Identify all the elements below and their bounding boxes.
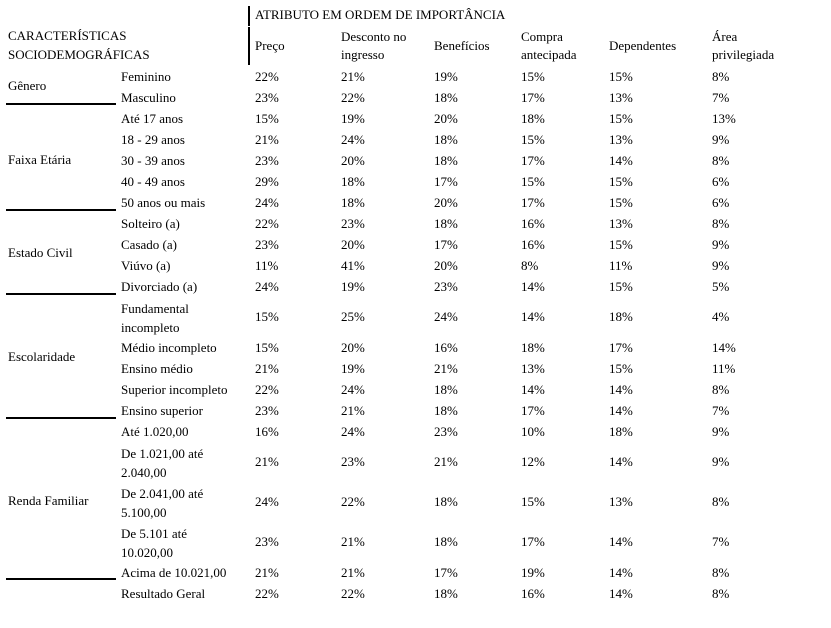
table-cell: 9% — [712, 237, 730, 252]
table-cell: 23% — [434, 424, 458, 439]
row-label: Ensino superior — [121, 403, 203, 418]
column-header-6: Área — [712, 29, 738, 44]
group-label: Renda Familiar — [8, 493, 89, 508]
table-cell: 9% — [712, 454, 730, 469]
table-cell: 21% — [255, 565, 279, 580]
table-cell: 8% — [712, 565, 730, 580]
row-label: Casado (a) — [121, 237, 177, 252]
table-cell: 14% — [609, 153, 633, 168]
table-cell: 15% — [521, 132, 545, 147]
table-cell: 23% — [255, 534, 279, 549]
table-cell: 7% — [712, 403, 730, 418]
column-header-3: Benefícios — [434, 38, 490, 53]
row-label: Divorciado (a) — [121, 279, 198, 294]
table-cell: 14% — [609, 403, 633, 418]
table-cell: 13% — [609, 132, 633, 147]
row-label: Viúvo (a) — [121, 258, 171, 273]
row-label: Masculino — [121, 90, 176, 105]
group-separator — [6, 417, 116, 419]
row-label: De 2.041,00 até 5.100,00 — [121, 486, 204, 520]
table-cell: 8% — [712, 216, 730, 231]
group-label: Escolaridade — [8, 349, 76, 364]
table-cell: 20% — [341, 237, 365, 252]
table-cell: 13% — [609, 494, 633, 509]
group-label: Faixa Etária — [8, 152, 72, 167]
table-cell: 24% — [255, 195, 279, 210]
table-cell: 18% — [521, 340, 545, 355]
total-cell: 22% — [341, 586, 365, 601]
row-label: Até 1.020,00 — [121, 424, 189, 439]
table-cell: 14% — [609, 565, 633, 580]
row-label: Médio incompleto — [121, 340, 217, 355]
table-cell: 8% — [712, 494, 730, 509]
table-cell: 20% — [434, 195, 458, 210]
table-cell: 18% — [434, 132, 458, 147]
table-cell: 18% — [521, 111, 545, 126]
group-separator — [6, 103, 116, 105]
row-label: Superior incompleto — [121, 382, 228, 397]
table-cell: 5% — [712, 279, 730, 294]
table-cell: 15% — [255, 340, 279, 355]
row-label: Feminino — [121, 69, 171, 84]
table-cell: 16% — [434, 340, 458, 355]
row-label: 50 anos ou mais — [121, 195, 206, 210]
header-divider-top — [248, 6, 250, 26]
table-cell: 23% — [255, 153, 279, 168]
table-cell: 15% — [609, 69, 633, 84]
table-cell: 14% — [609, 534, 633, 549]
table-cell: 7% — [712, 90, 730, 105]
table-cell: 18% — [434, 403, 458, 418]
table-cell: 12% — [521, 454, 545, 469]
table-cell: 14% — [521, 279, 545, 294]
row-label: Até 17 anos — [121, 111, 184, 126]
table-cell: 4% — [712, 309, 730, 324]
table-cell: 18% — [434, 216, 458, 231]
table-cell: 24% — [255, 494, 279, 509]
table-cell: 18% — [434, 534, 458, 549]
table-cell: 23% — [341, 216, 365, 231]
table-cell: 18% — [609, 309, 633, 324]
table-cell: 15% — [609, 279, 633, 294]
table-cell: 19% — [521, 565, 545, 580]
table-cell: 9% — [712, 258, 730, 273]
column-header-6-line2: privilegiada — [712, 47, 775, 62]
row-label: Solteiro (a) — [121, 216, 180, 231]
row-label: De 1.021,00 até 2.040,00 — [121, 446, 204, 480]
table-cell: 17% — [521, 90, 545, 105]
table-cell: 9% — [712, 132, 730, 147]
table-cell: 15% — [255, 309, 279, 324]
table-cell: 6% — [712, 174, 730, 189]
table-cell: 21% — [434, 454, 458, 469]
table-cell: 13% — [521, 361, 545, 376]
table-cell: 17% — [521, 153, 545, 168]
total-cell: 18% — [434, 586, 458, 601]
table-cell: 15% — [255, 111, 279, 126]
table-cell: 13% — [609, 216, 633, 231]
row-label: Acima de 10.021,00 — [121, 565, 227, 580]
total-cell: 14% — [609, 586, 633, 601]
table-cell: 15% — [609, 111, 633, 126]
row-header-line1: CARACTERÍSTICAS — [8, 28, 127, 43]
column-header-5: Dependentes — [609, 38, 677, 53]
table-cell: 21% — [341, 403, 365, 418]
table-cell: 24% — [255, 279, 279, 294]
table-cell: 10% — [521, 424, 545, 439]
table-cell: 8% — [712, 382, 730, 397]
total-row-label: Resultado Geral — [121, 586, 206, 601]
total-cell: 16% — [521, 586, 545, 601]
table-cell: 17% — [609, 340, 633, 355]
total-cell: 22% — [255, 586, 279, 601]
table-cell: 24% — [434, 309, 458, 324]
table-cell: 14% — [521, 309, 545, 324]
table-cell: 24% — [341, 382, 365, 397]
table-cell: 23% — [255, 90, 279, 105]
group-separator — [6, 293, 116, 295]
row-label: De 5.101 até 10.020,00 — [121, 526, 188, 560]
table-cell: 20% — [434, 258, 458, 273]
table-cell: 15% — [609, 195, 633, 210]
table-cell: 15% — [521, 69, 545, 84]
table-cell: 22% — [341, 90, 365, 105]
table-cell: 11% — [609, 258, 633, 273]
table-cell: 22% — [255, 69, 279, 84]
table-cell: 19% — [341, 111, 365, 126]
table-cell: 19% — [341, 279, 365, 294]
table-cell: 22% — [255, 216, 279, 231]
table-cell: 9% — [712, 424, 730, 439]
table-cell: 23% — [255, 403, 279, 418]
table-cell: 21% — [255, 361, 279, 376]
row-label: Fundamental incompleto — [121, 301, 189, 335]
table-cell: 23% — [434, 279, 458, 294]
table-cell: 18% — [609, 424, 633, 439]
attribute-group-title: ATRIBUTO EM ORDEM DE IMPORTÂNCIA — [255, 7, 506, 22]
table-cell: 21% — [341, 69, 365, 84]
table-cell: 23% — [341, 454, 365, 469]
table-cell: 29% — [255, 174, 279, 189]
table-cell: 18% — [341, 174, 365, 189]
table-cell: 14% — [712, 340, 736, 355]
table-cell: 41% — [341, 258, 365, 273]
table-cell: 25% — [341, 309, 365, 324]
header-divider-bottom — [248, 27, 250, 65]
table-cell: 17% — [434, 565, 458, 580]
table-cell: 19% — [434, 69, 458, 84]
table-cell: 13% — [609, 90, 633, 105]
table-cell: 17% — [521, 403, 545, 418]
table-cell: 21% — [341, 534, 365, 549]
column-header-1: Preço — [255, 38, 285, 53]
table-cell: 15% — [521, 494, 545, 509]
column-header-4-line2: antecipada — [521, 47, 577, 62]
table-cell: 8% — [521, 258, 539, 273]
table-cell: 11% — [712, 361, 736, 376]
table-cell: 11% — [255, 258, 279, 273]
table-cell: 14% — [609, 382, 633, 397]
table-cell: 18% — [434, 494, 458, 509]
table-cell: 13% — [712, 111, 736, 126]
table-cell: 22% — [341, 494, 365, 509]
table-cell: 14% — [521, 382, 545, 397]
table-cell: 21% — [255, 132, 279, 147]
table-cell: 8% — [712, 69, 730, 84]
total-cell: 8% — [712, 586, 730, 601]
table-cell: 15% — [609, 174, 633, 189]
group-label: Gênero — [8, 78, 47, 93]
table-cell: 19% — [341, 361, 365, 376]
table-cell: 16% — [521, 216, 545, 231]
table-cell: 18% — [434, 382, 458, 397]
table-cell: 23% — [255, 237, 279, 252]
table-cell: 21% — [434, 361, 458, 376]
table-cell: 18% — [434, 153, 458, 168]
row-label: 30 - 39 anos — [121, 153, 185, 168]
table-cell: 18% — [341, 195, 365, 210]
row-label: 40 - 49 anos — [121, 174, 185, 189]
column-header-4: Compra — [521, 29, 563, 44]
table-cell: 20% — [341, 340, 365, 355]
table-cell: 17% — [434, 237, 458, 252]
group-separator — [6, 209, 116, 211]
table-cell: 8% — [712, 153, 730, 168]
row-label: Ensino médio — [121, 361, 193, 376]
table-cell: 21% — [341, 565, 365, 580]
group-separator — [6, 578, 116, 580]
table-cell: 17% — [521, 534, 545, 549]
table-cell: 22% — [255, 382, 279, 397]
table-cell: 14% — [609, 454, 633, 469]
table-cell: 16% — [521, 237, 545, 252]
table-cell: 24% — [341, 424, 365, 439]
table-cell: 15% — [609, 361, 633, 376]
table-cell: 20% — [434, 111, 458, 126]
column-header-2-line2: ingresso — [341, 47, 385, 62]
table-cell: 7% — [712, 534, 730, 549]
group-label: Estado Civil — [8, 245, 73, 260]
row-label: 18 - 29 anos — [121, 132, 185, 147]
table-cell: 17% — [434, 174, 458, 189]
table-cell: 21% — [255, 454, 279, 469]
table-cell: 16% — [255, 424, 279, 439]
table-cell: 17% — [521, 195, 545, 210]
table-cell: 6% — [712, 195, 730, 210]
row-header-line2: SOCIODEMOGRÁFICAS — [8, 47, 150, 62]
table-cell: 20% — [341, 153, 365, 168]
table-cell: 15% — [609, 237, 633, 252]
table-cell: 18% — [434, 90, 458, 105]
column-header-2: Desconto no — [341, 29, 407, 44]
table-cell: 15% — [521, 174, 545, 189]
table-cell: 24% — [341, 132, 365, 147]
